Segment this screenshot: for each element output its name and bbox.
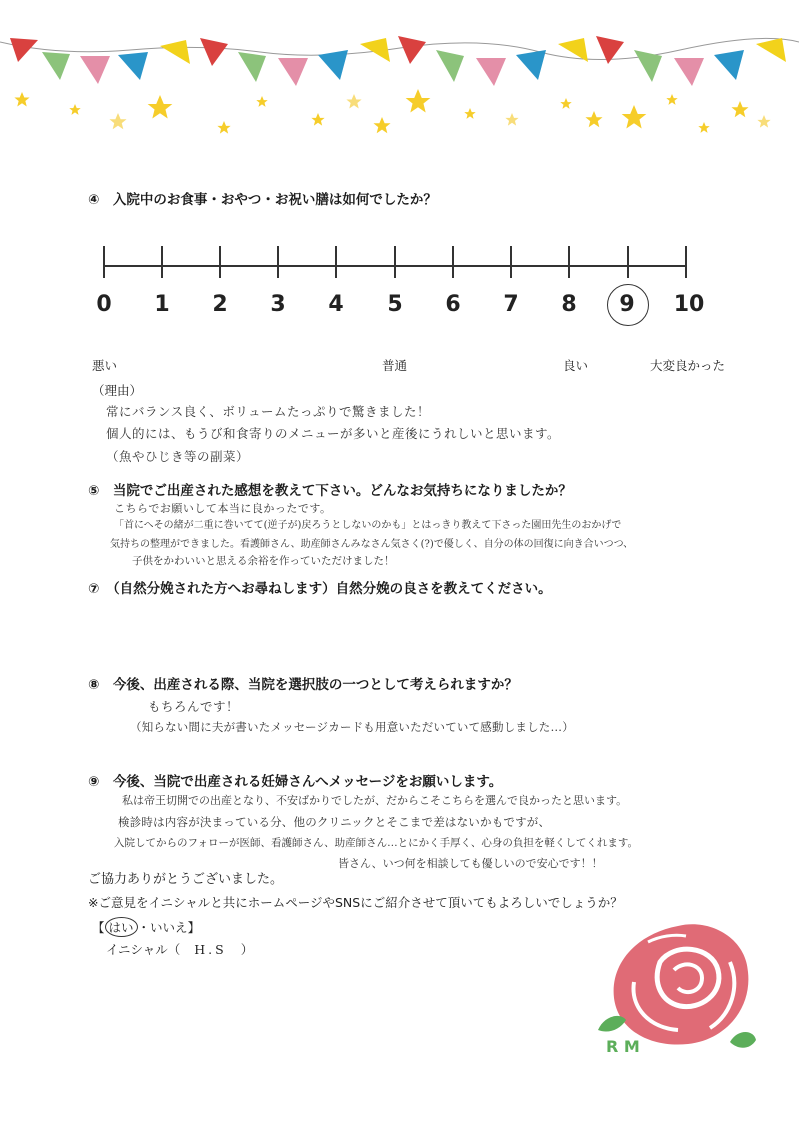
q4-title: ④ 入院中のお食事・おやつ・お祝い膳は如何でしたか？ — [88, 192, 437, 208]
label-bad: 悪い — [92, 358, 118, 373]
scale-2: 2 — [212, 292, 228, 317]
close-bracket: 】 — [187, 920, 201, 935]
scale-8: 8 — [561, 292, 577, 317]
initial-value[interactable]: H.S — [194, 942, 227, 957]
q5-answer-line: 気持ちの整理ができました。看護師さん、助産師さんみなさん気さく(?)で優しく、自分の体の回復に向き合いつつ、 — [110, 539, 634, 550]
open-bracket: 【 — [92, 920, 105, 935]
consent-no[interactable]: いいえ — [150, 920, 188, 935]
q4-reason-line: 個人的には、もうび和食寄りのメニューが多いと産後にうれしいと思います。 — [106, 426, 561, 441]
thanks-message: ご協力ありがとうございました。 — [88, 872, 284, 887]
scale-5: 5 — [387, 292, 403, 317]
scale-0: 0 — [96, 292, 112, 317]
rose-stamp-icon — [590, 912, 760, 1062]
scale-9: 9 — [619, 292, 635, 317]
q5-title: ⑤ 当院でご出産された感想を教えて下さい。どんなお気持ちになりましたか？ — [88, 483, 572, 499]
separator: ・ — [137, 920, 151, 935]
scale-7: 7 — [503, 292, 519, 317]
scale-1: 1 — [154, 292, 170, 317]
q8-title: ⑧ 今後、出産される際、当院を選択肢の一つとして考えられますか？ — [88, 677, 518, 693]
scale-3: 3 — [270, 292, 286, 317]
initial-label: イニシャル（ — [106, 942, 181, 957]
label-good: 良い — [563, 358, 589, 373]
q8-answer-line: （知らない間に夫が書いたメッセージカードも用意いただいていて感動しました…） — [130, 720, 574, 734]
q9-title: ⑨ 今後、当院で出産される妊婦さんへメッセージをお願いします。 — [88, 774, 503, 790]
svg-text:R M: R M — [606, 1037, 640, 1056]
consent-choice — [92, 917, 200, 937]
scale-4: 4 — [328, 292, 344, 317]
selected-rating-circle — [607, 284, 649, 326]
initial-close: ） — [240, 942, 254, 957]
label-normal: 普通 — [382, 358, 408, 373]
reason-label: （理由） — [92, 383, 143, 398]
q9-answer-line: 私は帝王切開での出産となり、不安ばかりでしたが、だからこそこちらを選んで良かったと思います。 — [122, 794, 628, 807]
initial-row — [106, 940, 253, 958]
q5-answer-line: 子供をかわいいと思える余裕を作っていただけました！ — [132, 555, 395, 567]
label-very-good: 大変良かった — [650, 358, 726, 373]
q4-reason-line: （魚やひじき等の副菜） — [106, 449, 250, 464]
consent-question: ※ご意見をイニシャルと共にホームページやSNSにご紹介させて頂いてもよろしいでしょうか？ — [88, 895, 623, 910]
q9-answer-line: 検診時は内容が決まっている分、他のクリニックとそこまで差はないかもですが、 — [118, 815, 551, 829]
scale-6: 6 — [445, 292, 461, 317]
q9-answer-line: 入院してからのフォローが医師、看護師さん、助産師さん…とにかく手厚く、心身の負担を軽くしてくれます。 — [114, 837, 639, 849]
q5-answer-line: 「首にへその緒が二重に巻いてて(逆子が)戻ろうとしないのかも」とはっきり教えて下さった園田先生のおかげで — [114, 520, 622, 531]
rating-scale-line — [100, 240, 692, 280]
scale-10: 10 — [673, 292, 705, 317]
q5-answer-line: こちらでお願いして本当に良かったです。 — [114, 502, 332, 515]
q8-answer-line: もちろんです！ — [148, 699, 240, 714]
consent-yes[interactable]: はい — [105, 917, 138, 937]
stars-decoration — [0, 80, 799, 150]
q9-answer-line: 皆さん、いつ何を相談しても優しいので安心です！！ — [338, 857, 603, 870]
q4-reason-line: 常にバランス良く、ボリュームたっぷりで驚きました！ — [106, 404, 431, 419]
q7-title: ⑦ （自然分娩された方へお尋ねします）自然分娩の良さを教えてください。 — [88, 581, 552, 597]
